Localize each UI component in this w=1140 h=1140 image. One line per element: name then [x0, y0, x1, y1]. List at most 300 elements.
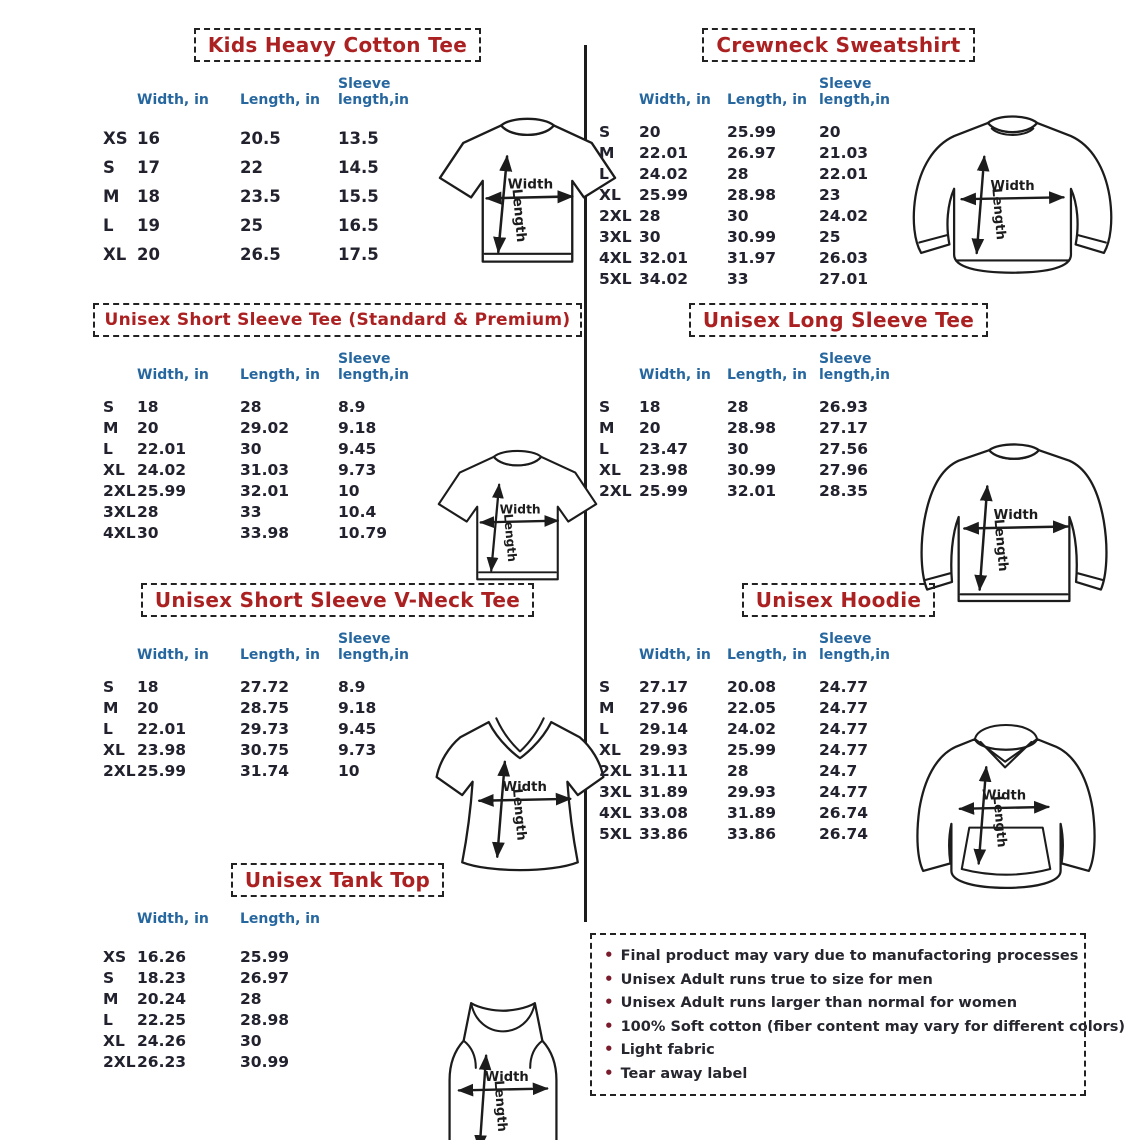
length-cell: 30	[727, 440, 749, 459]
width-cell: 17	[137, 158, 160, 178]
col-length: Length, in	[240, 367, 321, 384]
width-cell: 33.86	[639, 825, 689, 844]
sleeve-cell: 24.77	[819, 783, 869, 802]
size-cell: 2XL	[103, 482, 136, 501]
size-cell: XL	[103, 461, 125, 480]
table-row	[599, 677, 907, 698]
table-row	[599, 227, 907, 248]
table-row	[599, 719, 907, 740]
note-item: • Final product may vary due to manufactoring processes	[604, 944, 1072, 968]
width-cell: 28	[639, 207, 661, 226]
size-cell: 2XL	[599, 482, 632, 501]
length-cell: 28	[240, 990, 262, 1009]
table-row	[599, 439, 907, 460]
width-cell: 24.02	[639, 165, 689, 184]
note-item: • Tear away label	[604, 1062, 1072, 1086]
table-row	[103, 153, 430, 182]
size-cell: 5XL	[599, 270, 632, 289]
size-cell: M	[103, 699, 119, 718]
width-cell: 20	[639, 123, 661, 142]
width-cell: 26.23	[137, 1053, 187, 1072]
table-row	[103, 968, 350, 989]
size-cell: XL	[103, 1032, 125, 1051]
section-title: Unisex Tank Top	[231, 863, 444, 897]
size-cell: 2XL	[103, 1053, 136, 1072]
table-header	[103, 911, 350, 927]
table-body	[103, 677, 430, 782]
table-row	[599, 698, 907, 719]
size-cell: XL	[599, 741, 621, 760]
section-title: Unisex Long Sleeve Tee	[689, 303, 988, 337]
section-unisex-tank-top	[85, 863, 590, 1140]
col-width: Width, in	[137, 911, 209, 927]
vneck-tee-illustration	[430, 703, 610, 888]
width-cell: 24.26	[137, 1032, 187, 1051]
length-cell: 27.72	[240, 678, 290, 697]
col-width: Width, in	[137, 92, 209, 109]
size-cell: 2XL	[599, 762, 632, 781]
width-cell: 29.93	[639, 741, 689, 760]
sleeve-cell: 23	[819, 186, 841, 205]
sleeve-cell: 22.01	[819, 165, 869, 184]
sleeve-cell: 26.03	[819, 249, 869, 268]
length-arrow-label: Length	[508, 188, 530, 243]
col-sleeve: Sleeve length,in	[338, 76, 410, 109]
length-arrow-label: Length	[509, 787, 529, 842]
title-row	[85, 303, 590, 343]
note-item: • Light fabric	[604, 1038, 1072, 1062]
sleeve-cell: 27.56	[819, 440, 869, 459]
width-cell: 33.08	[639, 804, 689, 823]
length-cell: 30	[240, 1032, 262, 1051]
size-cell: S	[103, 158, 115, 178]
table-row	[599, 164, 907, 185]
table-header	[599, 351, 907, 383]
width-cell: 25.99	[137, 482, 187, 501]
sleeve-cell: 27.96	[819, 461, 869, 480]
length-cell: 30	[240, 440, 262, 459]
table-row	[599, 397, 907, 418]
sleeve-cell: 16.5	[338, 216, 379, 236]
width-cell: 20	[137, 419, 159, 438]
table-body	[599, 397, 907, 502]
size-cell: S	[599, 678, 611, 697]
section-title: Unisex Short Sleeve Tee (Standard & Premium)	[93, 303, 583, 337]
size-cell: M	[103, 990, 119, 1009]
size-table	[85, 76, 430, 269]
width-cell: 23.98	[137, 741, 187, 760]
length-cell: 30	[727, 207, 749, 226]
length-cell: 26.97	[727, 144, 777, 163]
notes-list	[604, 944, 1126, 1085]
length-cell: 29.02	[240, 419, 290, 438]
length-cell: 28	[727, 165, 749, 184]
col-sleeve: Sleeve length,in	[819, 631, 891, 664]
table-row	[599, 481, 907, 502]
size-table	[85, 351, 430, 544]
width-cell: 24.02	[137, 461, 187, 480]
length-cell: 30.75	[240, 741, 290, 760]
table-row	[103, 397, 430, 418]
section-unisex-vneck-tee	[85, 583, 590, 888]
length-cell: 31.89	[727, 804, 777, 823]
sweatshirt-illustration	[907, 104, 1119, 285]
table-body	[103, 947, 350, 1073]
sleeve-cell: 10	[338, 762, 360, 781]
table-row	[103, 740, 430, 761]
table-body	[103, 397, 430, 544]
length-cell: 29.93	[727, 783, 777, 802]
table-row	[599, 122, 907, 143]
length-arrow-label: Length	[501, 513, 520, 563]
width-cell: 32.01	[639, 249, 689, 268]
table-row	[599, 185, 907, 206]
width-cell: 18	[639, 398, 661, 417]
length-cell: 30.99	[727, 461, 777, 480]
size-cell: 3XL	[103, 503, 136, 522]
table-row	[599, 803, 907, 824]
col-width: Width, in	[137, 647, 209, 664]
width-arrow-label: Width	[484, 1070, 529, 1086]
sleeve-cell: 24.7	[819, 762, 858, 781]
size-cell: M	[103, 187, 120, 207]
size-cell: L	[599, 165, 609, 184]
title-row	[595, 303, 1082, 343]
table-row	[103, 698, 430, 719]
col-length: Length, in	[240, 911, 321, 927]
width-cell: 22.25	[137, 1011, 187, 1030]
length-cell: 33.98	[240, 524, 290, 543]
width-cell: 19	[137, 216, 160, 236]
sleeve-cell: 13.5	[338, 129, 379, 149]
length-cell: 33	[240, 503, 262, 522]
sleeve-cell: 17.5	[338, 245, 379, 265]
sleeve-cell: 24.77	[819, 678, 869, 697]
width-cell: 16.26	[137, 948, 187, 967]
table-header	[103, 351, 430, 383]
length-cell: 20.08	[727, 678, 777, 697]
sleeve-cell: 15.5	[338, 187, 379, 207]
col-length: Length, in	[240, 92, 321, 109]
table-body	[599, 677, 907, 845]
width-cell: 18.23	[137, 969, 187, 988]
note-item: • Unisex Adult runs larger than normal for women	[604, 991, 1072, 1015]
col-length: Length, in	[727, 647, 808, 664]
length-cell: 33	[727, 270, 749, 289]
length-cell: 30.99	[240, 1053, 290, 1072]
size-cell: 5XL	[599, 825, 632, 844]
length-cell: 25.99	[727, 741, 777, 760]
table-row	[103, 677, 430, 698]
section-unisex-long-sleeve-tee	[595, 303, 1082, 622]
size-cell: M	[599, 419, 615, 438]
sleeve-cell: 9.73	[338, 461, 377, 480]
sleeve-cell: 27.01	[819, 270, 869, 289]
table-row	[599, 418, 907, 439]
size-cell: XL	[103, 245, 127, 265]
length-cell: 28	[727, 762, 749, 781]
width-cell: 20.24	[137, 990, 187, 1009]
table-header	[599, 76, 907, 108]
size-cell: M	[103, 419, 119, 438]
col-width: Width, in	[137, 367, 209, 384]
width-arrow-label: Width	[507, 176, 554, 193]
width-cell: 29.14	[639, 720, 689, 739]
length-cell: 28.98	[727, 419, 777, 438]
table-row	[103, 240, 430, 269]
size-cell: L	[103, 1011, 113, 1030]
width-arrow-label: Width	[982, 788, 1027, 804]
table-row	[599, 460, 907, 481]
size-cell: XS	[103, 129, 128, 149]
section-title: Unisex Hoodie	[742, 583, 936, 617]
col-sleeve: Sleeve length,in	[819, 351, 891, 384]
size-table	[595, 76, 907, 290]
length-cell: 25	[240, 216, 263, 236]
sleeve-cell: 25	[819, 228, 841, 247]
col-sleeve: Sleeve length,in	[338, 351, 410, 384]
size-table	[595, 631, 907, 845]
table-row	[599, 782, 907, 803]
width-cell: 20	[137, 245, 160, 265]
length-cell: 28	[727, 398, 749, 417]
width-cell: 20	[137, 699, 159, 718]
length-cell: 20.5	[240, 129, 281, 149]
table-row	[103, 719, 430, 740]
length-arrow-label: Length	[989, 795, 1009, 849]
width-cell: 34.02	[639, 270, 689, 289]
sleeve-cell: 10.79	[338, 524, 388, 543]
length-cell: 24.02	[727, 720, 777, 739]
width-cell: 25.99	[639, 186, 689, 205]
sleeve-cell: 26.74	[819, 825, 869, 844]
length-cell: 28.75	[240, 699, 290, 718]
table-row	[599, 824, 907, 845]
section-kids-heavy-cotton-tee	[85, 28, 590, 284]
length-cell: 30.99	[727, 228, 777, 247]
length-arrow-label: Length	[490, 1079, 510, 1133]
width-cell: 23.47	[639, 440, 689, 459]
size-cell: S	[103, 678, 115, 697]
size-cell: 2XL	[103, 762, 136, 781]
table-row	[103, 1010, 350, 1031]
width-cell: 18	[137, 187, 160, 207]
sleeve-cell: 26.93	[819, 398, 869, 417]
length-cell: 32.01	[727, 482, 777, 501]
col-sleeve: Sleeve length,in	[338, 631, 410, 664]
table-row	[103, 502, 430, 523]
table-row	[103, 124, 430, 153]
sleeve-cell: 9.73	[338, 741, 377, 760]
width-cell: 25.99	[137, 762, 187, 781]
width-cell: 25.99	[639, 482, 689, 501]
table-row	[103, 439, 430, 460]
col-width: Width, in	[639, 367, 711, 384]
table-body	[599, 122, 907, 290]
width-cell: 30	[639, 228, 661, 247]
length-cell: 31.03	[240, 461, 290, 480]
table-row	[103, 989, 350, 1010]
size-cell: XS	[103, 948, 127, 967]
width-cell: 23.98	[639, 461, 689, 480]
section-title: Crewneck Sweatshirt	[702, 28, 974, 62]
length-arrow-label: Length	[988, 187, 1008, 241]
width-cell: 31.11	[639, 762, 689, 781]
sleeve-cell: 24.77	[819, 741, 869, 760]
sleeve-cell: 9.45	[338, 440, 377, 459]
width-arrow-label: Width	[502, 780, 547, 796]
table-row	[599, 740, 907, 761]
size-cell: S	[103, 398, 115, 417]
size-cell: L	[103, 216, 114, 236]
size-cell: S	[599, 398, 611, 417]
table-header	[103, 76, 430, 108]
length-cell: 31.97	[727, 249, 777, 268]
length-cell: 28.98	[240, 1011, 290, 1030]
col-length: Length, in	[727, 367, 808, 384]
sleeve-cell: 24.77	[819, 699, 869, 718]
width-cell: 22.01	[137, 440, 187, 459]
table-row	[599, 248, 907, 269]
table-row	[599, 761, 907, 782]
width-cell: 30	[137, 524, 159, 543]
table-row	[599, 206, 907, 227]
table-row	[103, 1031, 350, 1052]
length-cell: 32.01	[240, 482, 290, 501]
length-cell: 28.98	[727, 186, 777, 205]
sleeve-cell: 14.5	[338, 158, 379, 178]
table-row	[103, 523, 430, 544]
tank-top-illustration	[428, 989, 578, 1140]
length-cell: 23.5	[240, 187, 281, 207]
length-cell: 28	[240, 398, 262, 417]
sleeve-cell: 26.74	[819, 804, 869, 823]
table-row	[103, 947, 350, 968]
size-cell: L	[103, 440, 113, 459]
width-cell: 18	[137, 678, 159, 697]
sleeve-cell: 9.18	[338, 699, 377, 718]
section-title: Unisex Short Sleeve V-Neck Tee	[141, 583, 534, 617]
table-row	[103, 761, 430, 782]
size-cell: 4XL	[599, 804, 632, 823]
col-sleeve: Sleeve length,in	[819, 76, 891, 109]
sleeve-cell: 10.4	[338, 503, 377, 522]
width-cell: 16	[137, 129, 160, 149]
width-cell: 22.01	[137, 720, 187, 739]
sleeve-cell: 8.9	[338, 398, 366, 417]
tshirt-illustration	[430, 436, 605, 601]
sleeve-cell: 8.9	[338, 678, 366, 697]
sleeve-cell: 9.45	[338, 720, 377, 739]
section-unisex-hoodie	[595, 583, 1082, 902]
size-cell: XL	[599, 461, 621, 480]
width-arrow-label: Width	[993, 507, 1039, 523]
size-cell: S	[103, 969, 115, 988]
width-cell: 28	[137, 503, 159, 522]
length-cell: 25.99	[727, 123, 777, 142]
length-cell: 25.99	[240, 948, 290, 967]
size-cell: 3XL	[599, 228, 632, 247]
size-cell: L	[599, 440, 609, 459]
sleeve-cell: 27.17	[819, 419, 869, 438]
width-arrow-label: Width	[990, 178, 1035, 194]
title-row	[85, 863, 590, 903]
size-table	[85, 631, 430, 782]
size-cell: 4XL	[103, 524, 136, 543]
table-row	[103, 418, 430, 439]
col-length: Length, in	[727, 92, 808, 109]
size-table	[85, 911, 350, 1073]
length-cell: 22	[240, 158, 263, 178]
table-row	[103, 211, 430, 240]
table-row	[103, 182, 430, 211]
size-cell: 3XL	[599, 783, 632, 802]
note-item: • 100% Soft cotton (fiber content may vary for different colors)	[604, 1015, 1072, 1039]
length-arrow-label: Length	[990, 518, 1011, 573]
table-row	[103, 1052, 350, 1073]
length-cell: 33.86	[727, 825, 777, 844]
table-row	[103, 460, 430, 481]
size-cell: 4XL	[599, 249, 632, 268]
sleeve-cell: 9.18	[338, 419, 377, 438]
sleeve-cell: 24.77	[819, 720, 869, 739]
length-cell: 26.5	[240, 245, 281, 265]
size-cell: L	[599, 720, 609, 739]
size-table	[595, 351, 907, 502]
title-row	[595, 28, 1082, 68]
sleeve-cell: 24.02	[819, 207, 869, 226]
col-length: Length, in	[240, 647, 321, 664]
col-width: Width, in	[639, 92, 711, 109]
section-unisex-short-sleeve-tee	[85, 303, 590, 601]
title-row	[85, 28, 590, 68]
size-cell: M	[599, 699, 615, 718]
hoodie-illustration	[907, 709, 1105, 902]
col-width: Width, in	[639, 647, 711, 664]
width-cell: 20	[639, 419, 661, 438]
note-item: • Unisex Adult runs true to size for men	[604, 968, 1072, 992]
table-row	[599, 143, 907, 164]
width-cell: 31.89	[639, 783, 689, 802]
section-crewneck-sweatshirt	[595, 28, 1082, 290]
width-cell: 27.96	[639, 699, 689, 718]
width-cell: 27.17	[639, 678, 689, 697]
table-row	[103, 481, 430, 502]
sleeve-cell: 28.35	[819, 482, 869, 501]
sleeve-cell: 10	[338, 482, 360, 501]
title-row	[595, 583, 1082, 623]
table-row	[599, 269, 907, 290]
section-title: Kids Heavy Cotton Tee	[194, 28, 481, 62]
product-notes-box	[590, 933, 1126, 1096]
width-arrow-label: Width	[499, 502, 541, 517]
length-cell: 31.74	[240, 762, 290, 781]
length-cell: 26.97	[240, 969, 290, 988]
length-cell: 22.05	[727, 699, 777, 718]
size-cell: 2XL	[599, 207, 632, 226]
size-cell: XL	[103, 741, 125, 760]
size-cell: S	[599, 123, 611, 142]
table-header	[103, 631, 430, 663]
size-cell: XL	[599, 186, 621, 205]
width-cell: 22.01	[639, 144, 689, 163]
size-cell: M	[599, 144, 615, 163]
sleeve-cell: 21.03	[819, 144, 869, 163]
length-cell: 29.73	[240, 720, 290, 739]
sleeve-cell: 20	[819, 123, 841, 142]
width-cell: 18	[137, 398, 159, 417]
size-cell: L	[103, 720, 113, 739]
